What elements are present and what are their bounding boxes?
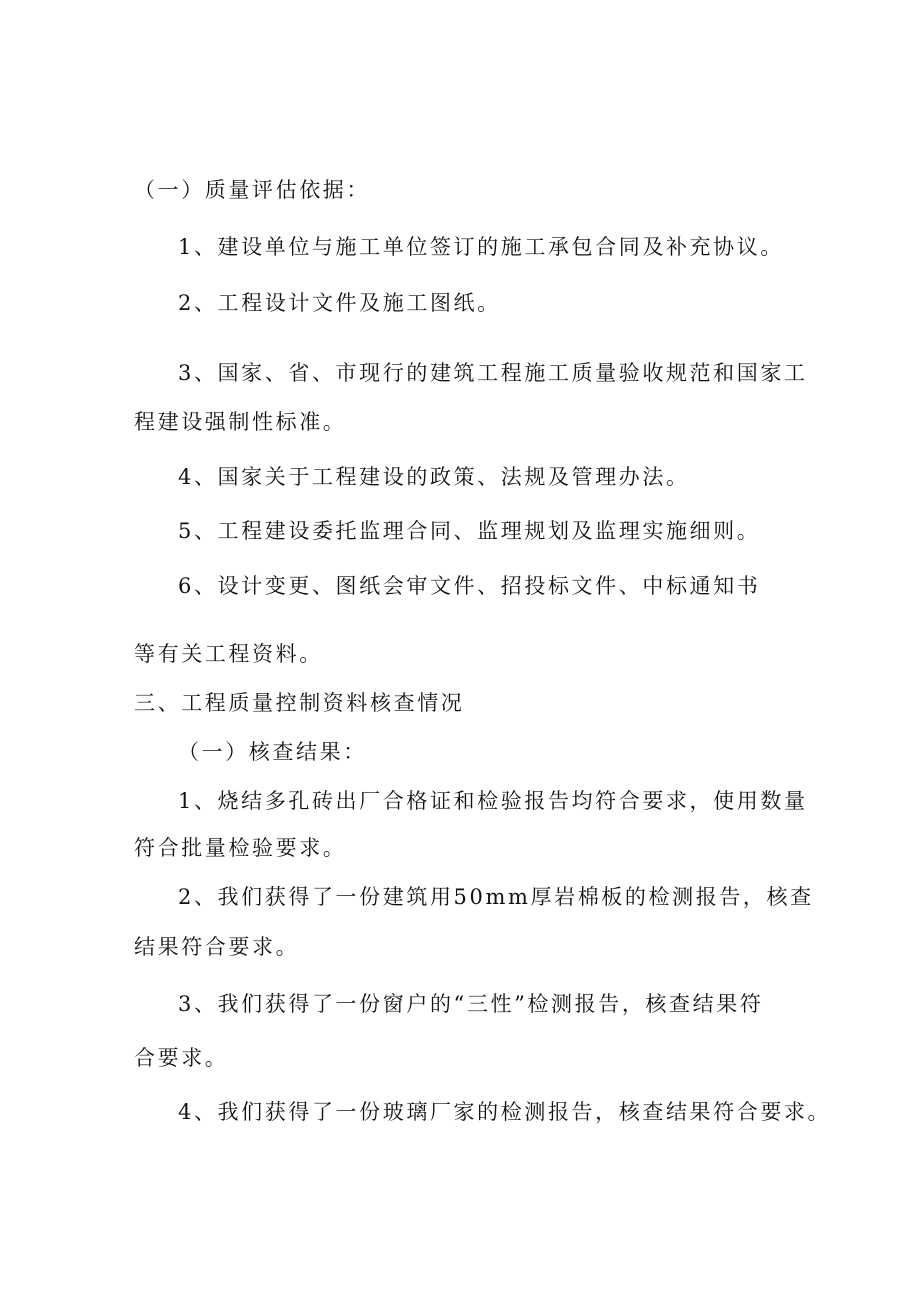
- basis-item-5: 5、工程建设委托监理合同、监理规划及监理实施细则。: [178, 519, 761, 543]
- result-item-1: 1、烧结多孔砖出厂合格证和检验报告均符合要求，使用数量: [178, 789, 808, 813]
- basis-item-3: 3、国家、省、市现行的建筑工程施工质量验收规范和国家工: [178, 361, 808, 385]
- basis-item-6: 6、设计变更、图纸会审文件、招投标文件、中标通知书: [178, 574, 761, 598]
- result-item-4: 4、我们获得了一份玻璃厂家的检测报告，核查结果符合要求。: [178, 1100, 832, 1124]
- result-item-1-continued: 符合批量检验要求。: [134, 836, 347, 860]
- basis-item-6-continued: 等有关工程资料。: [134, 642, 323, 666]
- basis-item-4: 4、国家关于工程建设的政策、法规及管理办法。: [178, 465, 690, 489]
- subsection-heading-results: （一）核查结果：: [178, 740, 367, 764]
- result-item-2: 2、我们获得了一份建筑用50mm厚岩棉板的检测报告，核查: [178, 885, 814, 909]
- section-heading-basis: （一）质量评估依据：: [134, 178, 370, 202]
- basis-item-3-continued: 程建设强制性标准。: [134, 410, 347, 434]
- basis-item-1: 1、建设单位与施工单位签订的施工承包合同及补充协议。: [178, 235, 784, 259]
- basis-item-2: 2、工程设计文件及施工图纸。: [178, 291, 501, 315]
- section-heading-three: 三、工程质量控制资料核查情况: [134, 691, 465, 715]
- result-item-2-continued: 结果符合要求。: [134, 935, 300, 959]
- result-item-3-continued: 合要求。: [134, 1046, 229, 1070]
- result-item-3: 3、我们获得了一份窗户的“三性”检测报告，核查结果符: [178, 992, 764, 1016]
